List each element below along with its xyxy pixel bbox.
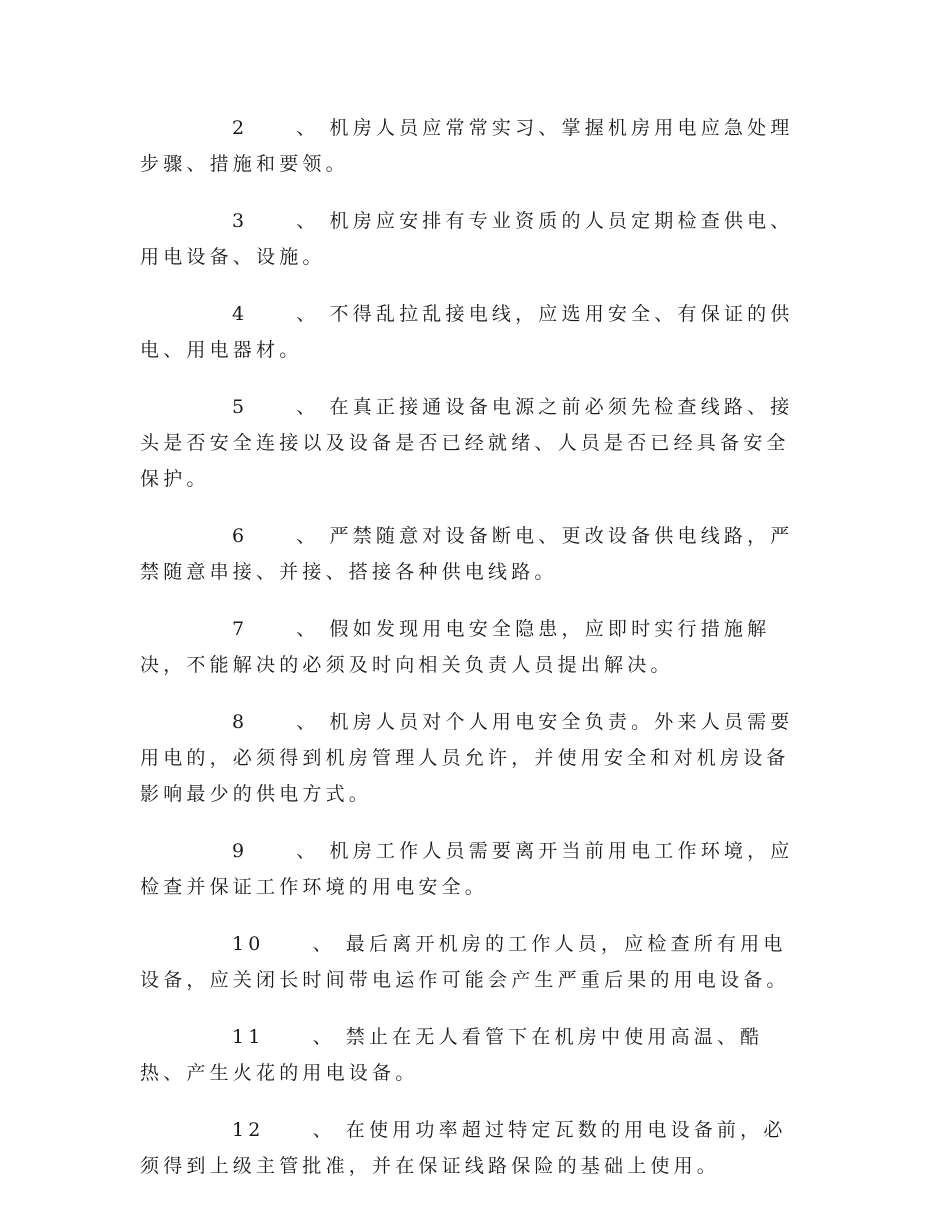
list-item: [140, 1112, 805, 1184]
list-item: [140, 611, 805, 683]
item-separator: 、: [296, 711, 320, 733]
item-text: 不得乱拉乱接电线，应选用安全、有保证的供电、用电器材。: [140, 303, 794, 361]
list-item: [140, 296, 805, 368]
item-text: 机房工作人员需要离开当前用电工作环境，应检查并保证工作环境的用电安全。: [140, 840, 794, 898]
item-separator: 、: [296, 840, 320, 862]
list-item: [140, 704, 805, 812]
list-item: [140, 833, 805, 905]
item-number: 4: [232, 303, 249, 325]
item-separator: 、: [296, 117, 320, 139]
item-separator: 、: [296, 618, 320, 640]
item-text: 假如发现用电安全隐患，应即时实行措施解决，不能解决的必须及时向相关负责人员提出解决。: [140, 618, 771, 676]
list-item: [140, 518, 805, 590]
item-text: 机房应安排有专业资质的人员定期检查供电、用电设备、设施。: [140, 210, 794, 268]
item-number: 2: [232, 117, 249, 139]
item-text: 禁止在无人看管下在机房中使用高温、酷热、产生火花的用电设备。: [140, 1026, 764, 1084]
item-separator: 、: [296, 303, 320, 325]
list-item: [140, 110, 805, 182]
item-text: 最后离开机房的工作人员，应检查所有用电设备，应关闭长时间带电运作可能会产生严重后果的用电设备。: [140, 933, 790, 991]
item-separator: 、: [312, 1026, 336, 1048]
item-number: 7: [232, 618, 249, 640]
item-number: 8: [232, 711, 249, 733]
item-number: 10: [232, 933, 265, 955]
list-item: [140, 926, 805, 998]
item-text: 严禁随意对设备断电、更改设备供电线路，严禁随意串接、并接、搭接各种供电线路。: [140, 525, 794, 583]
item-number: 5: [232, 396, 249, 418]
item-text: 在使用功率超过特定瓦数的用电设备前，必须得到上级主管批准，并在保证线路保险的基础上使用。: [140, 1119, 787, 1177]
item-separator: 、: [296, 210, 320, 232]
item-separator: 、: [296, 525, 320, 547]
list-item: [140, 1019, 805, 1091]
item-number: 9: [232, 840, 249, 862]
item-text: 机房人员应常常实习、掌握机房用电应急处理步骤、措施和要领。: [140, 117, 794, 175]
item-number: 11: [232, 1026, 265, 1048]
document-body: [140, 110, 805, 1205]
item-number: 12: [232, 1119, 265, 1141]
item-number: 6: [232, 525, 249, 547]
item-text: 在真正接通设备电源之前必须先检查线路、接头是否安全连接以及设备是否已经就绪、人员是否已经具备安全保护。: [140, 396, 794, 490]
item-text: 机房人员对个人用电安全负责。外来人员需要用电的，必须得到机房管理人员允许，并使用安全和对机房设备影响最少的供电方式。: [140, 711, 794, 805]
list-item: [140, 203, 805, 275]
item-separator: 、: [312, 1119, 336, 1141]
item-number: 3: [232, 210, 249, 232]
item-separator: 、: [296, 396, 320, 418]
item-separator: 、: [312, 933, 336, 955]
list-item: [140, 389, 805, 497]
